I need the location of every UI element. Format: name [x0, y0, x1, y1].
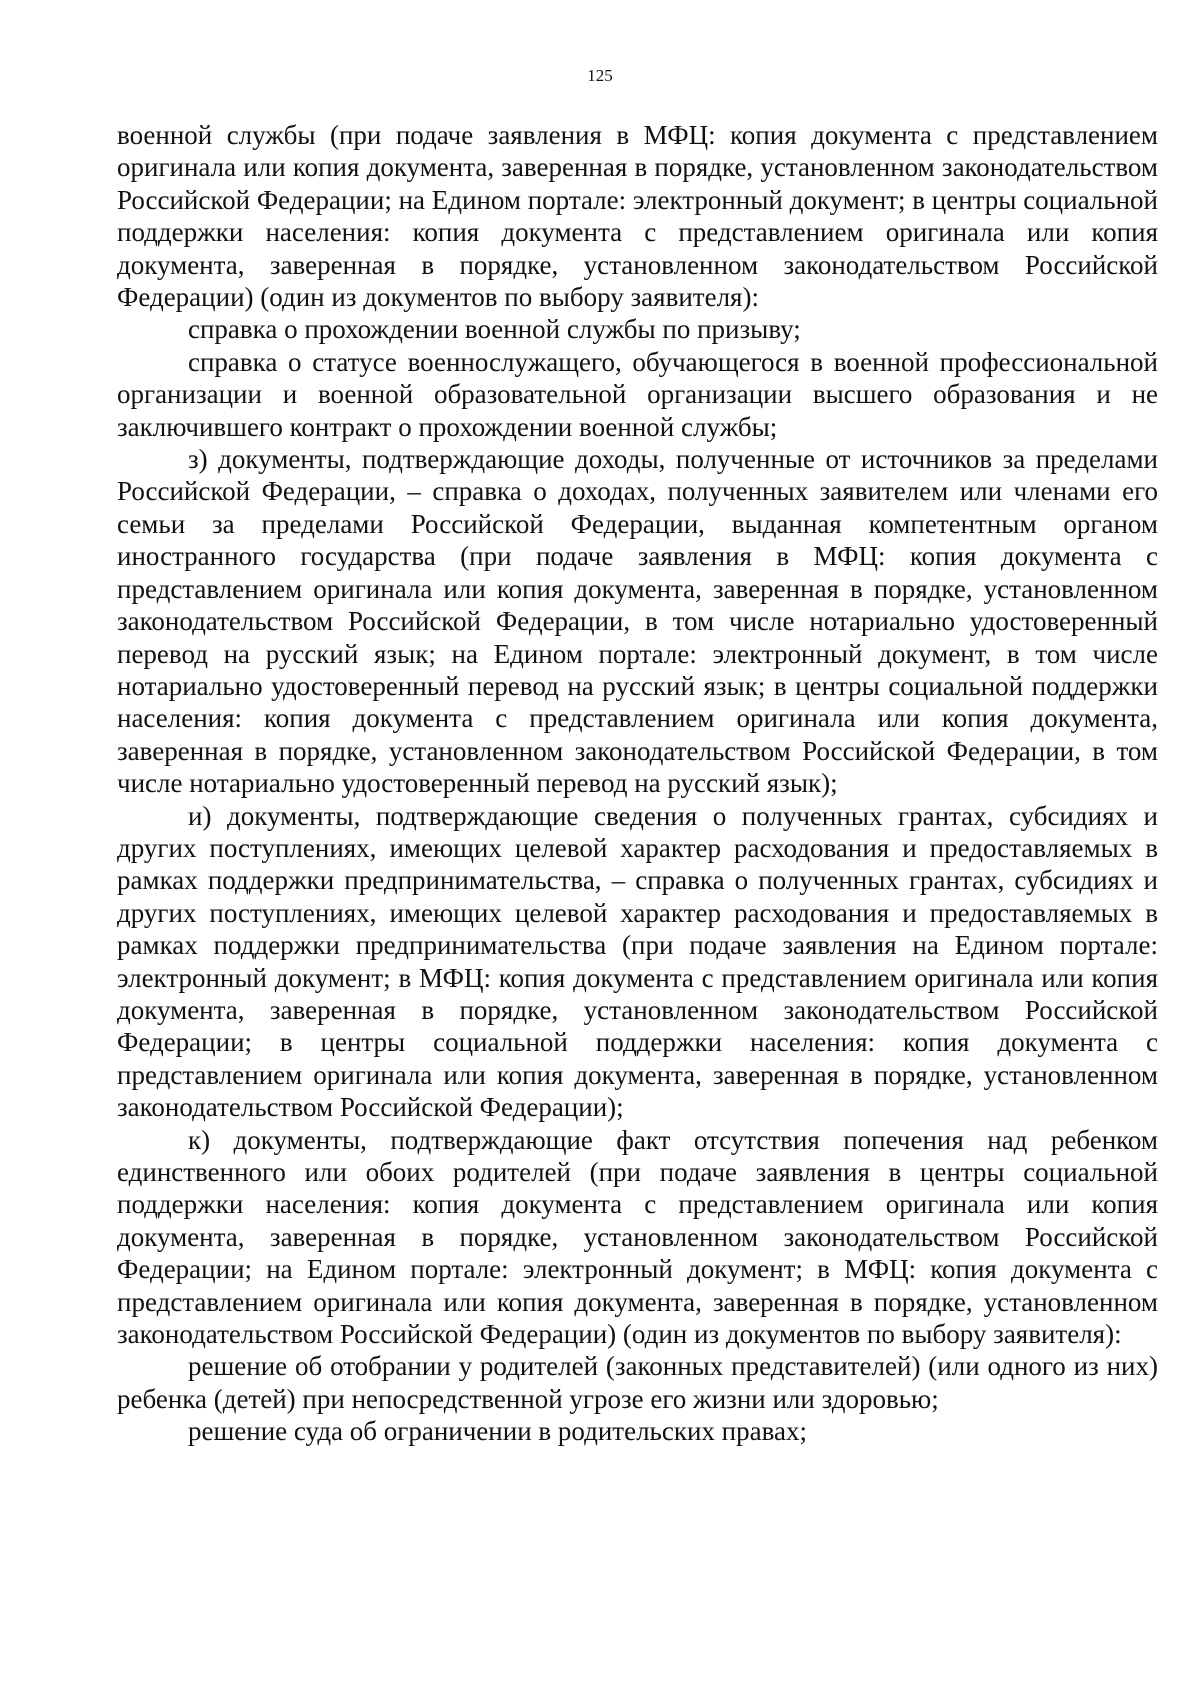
paragraph-conscription-certificate: справка о прохождении военной службы по призыву; [188, 314, 801, 345]
paragraph-court-decision: решение суда об ограничении в родительских правах; [188, 1416, 807, 1447]
page-number: 125 [587, 66, 613, 85]
paragraph-item-k-parental-care: к) документы, подтверждающие факт отсутствия попечения над ребенком единственного или обоих родителей (при подаче заявления в центры социальной поддержки населения: копия документа с представлением оригинала или копия документа, заверенная в порядке, установленном законодательством Российской Федерации; на Едином портале: электронный документ; в МФЦ: копия документа с представлением оригинала или копия документа, заверенная в порядке, установленном законодательством Российской Федерации) (один из документов по выбору заявителя): [117, 1124, 1158, 1350]
paragraph-item-i-grants-subsidies: и) документы, подтверждающие сведения о полученных грантах, субсидиях и других поступлениях, имеющих целевой характер расходования и предоставляемых в рамках поддержки предпринимательства, – справка о полученных грантах, субсидиях и других поступлениях, имеющих целевой характер расходования и предоставляемых в рамках поддержки предпринимательства (при подаче заявления на Едином портале: электронный документ; в МФЦ: копия документа с представлением оригинала или копия документа, заверенная в порядке, установленном законодательством Российской Федерации; в центры социальной поддержки населения: копия документа с представлением оригинала или копия документа, заверенная в порядке, установленном законодательством Российской Федерации); [117, 800, 1158, 1123]
paragraph-military-service-continued: военной службы (при подаче заявления в МФЦ: копия документа с представлением оригинала или копия документа, заверенная в порядке, установленном законодательством Российской Федерации; на Едином портале: электронный документ; в центры социальной поддержки населения: копия документа с представлением оригинала или копия документа, заверенная в порядке, установленном законодательством Российской Федерации) (один из документов по выбору заявителя): [117, 120, 1158, 313]
paragraph-serviceman-status-certificate: справка о статусе военнослужащего, обучающегося в военной профессиональной организации и военной образовательной организации высшего образования и не заключившего контракт о прохождении военной службы; [117, 346, 1158, 442]
paragraph-item-z-foreign-income: з) документы, подтверждающие доходы, полученные от источников за пределами Российской Федерации, – справка о доходах, полученных заявителем или членами его семьи за пределами Российской Федерации, выданная компетентным органом иностранного государства (при подаче заявления в МФЦ: копия документа с представлением оригинала или копия документа, заверенная в порядке, установленном законодательством Российской Федерации, в том числе нотариально удостоверенный перевод на русский язык; на Едином портале: электронный документ, в том числе нотариально удостоверенный перевод на русский язык; в центры социальной поддержки населения: копия документа с представлением оригинала или копия документа, заверенная в порядке, установленном законодательством Российской Федерации, в том числе нотариально удостоверенный перевод на русский язык); [117, 444, 1158, 799]
document-body [117, 119, 1158, 1448]
paragraph-removal-decision: решение об отобрании у родителей (законных представителей) (или одного из них) ребенка (детей) при непосредственной угрозе его жизни или здоровью; [117, 1351, 1158, 1414]
